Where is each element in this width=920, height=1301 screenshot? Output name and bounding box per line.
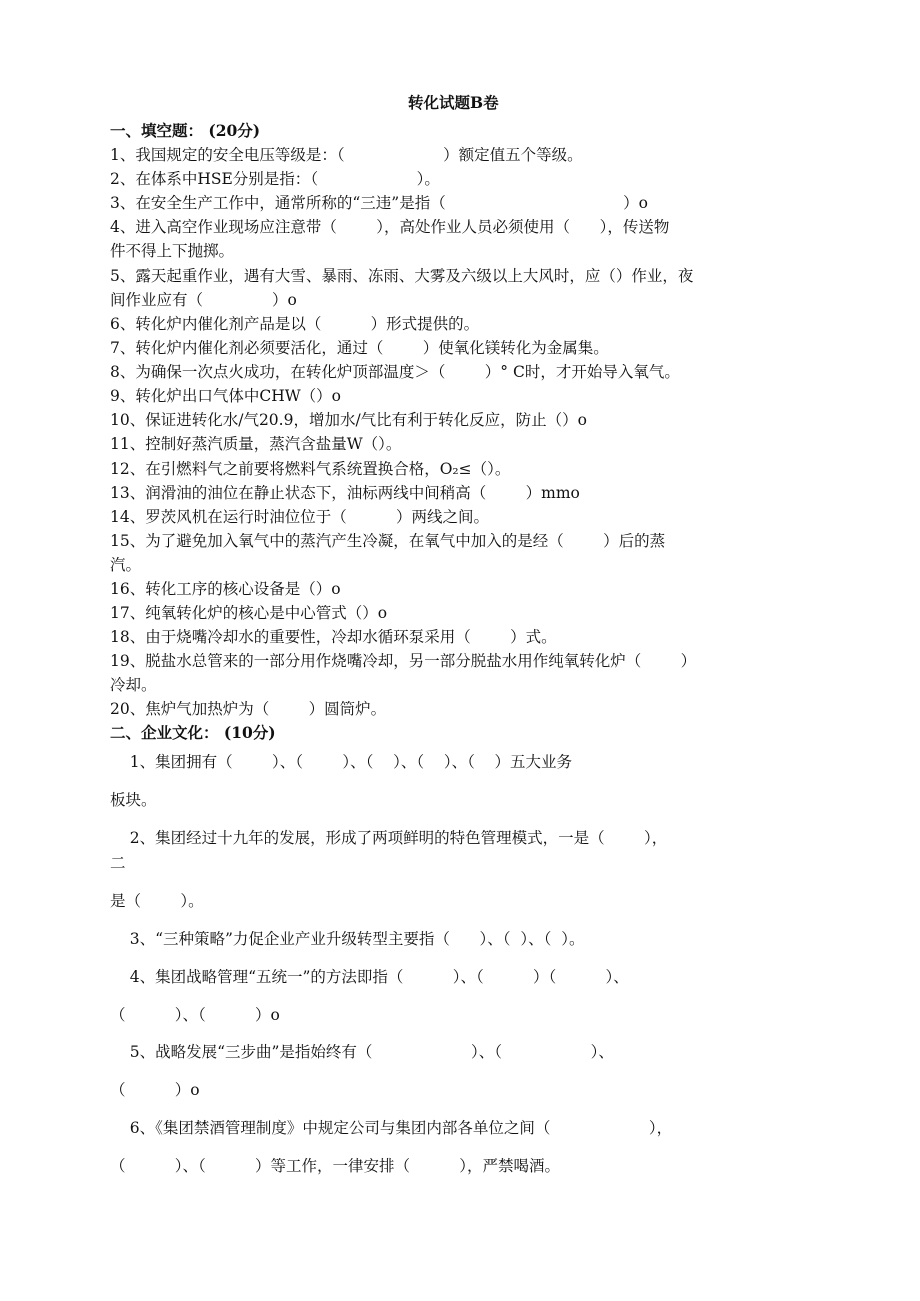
- question-line: 13、润滑油的油位在静止状态下，油标两线中间稍高（ ）mmo: [110, 484, 580, 502]
- question-line: 4、集团战略管理“五统一”的方法即指（ ）、（ ）（ ）、: [110, 968, 629, 986]
- question-line: 6、转化炉内催化剂产品是以（ ）形式提供的。: [110, 315, 480, 333]
- question-line: 5、战略发展“三步曲”是指始终有（ ）、（ ）、: [110, 1043, 614, 1061]
- question-line: （ ）o: [110, 1081, 200, 1099]
- section1-heading: 一、填空题： (20分): [110, 121, 261, 140]
- question-line: 二: [110, 854, 126, 872]
- question-line: （ ）、（ ）o: [110, 1006, 280, 1024]
- question-line: 6、《集团禁酒管理制度》中规定公司与集团内部各单位之间（ ），: [110, 1119, 673, 1137]
- question-line: 1、我国规定的安全电压等级是：（ ）额定值五个等级。: [110, 146, 583, 164]
- question-line: （ ）、（ ）等工作，一律安排（ ），严禁喝酒。: [110, 1157, 561, 1175]
- question-line: 1、集团拥有（ ）、（ ）、（ ）、（ ）、（ ）五大业务: [110, 753, 573, 771]
- question-line: 11、控制好蒸汽质量，蒸汽含盐量W（）。: [110, 435, 402, 453]
- question-line: 冷却。: [110, 676, 157, 694]
- question-line: 3、在安全生产工作中，通常所称的“三违”是指（ ）o: [110, 194, 648, 212]
- question-line: 14、罗茨风机在运行时油位位于（ ）两线之间。: [110, 508, 489, 526]
- question-line: 19、脱盐水总管来的一部分用作烧嘴冷却，另一部分脱盐水用作纯氧转化炉（ ）: [110, 652, 697, 670]
- question-line: 件不得上下抛掷。: [110, 242, 235, 260]
- question-line: 间作业应有（ ）o: [110, 291, 297, 309]
- question-line: 2、在体系中HSE分别是指：（ ）。: [110, 170, 440, 188]
- question-line: 板块。: [110, 791, 157, 809]
- question-line: 3、“三种策略”力促企业产业升级转型主要指（ ）、（ ）、（ ）。: [110, 930, 585, 948]
- question-line: 是（ ）。: [110, 892, 204, 910]
- question-line: 20、焦炉气加热炉为（ ）圆筒炉。: [110, 700, 387, 718]
- question-line: 汽。: [110, 556, 142, 574]
- section2-heading: 二、企业文化： (10分): [110, 723, 276, 742]
- question-line: 8、为确保一次点火成功，在转化炉顶部温度＞（ ）° C时，才开始导入氧气。: [110, 363, 680, 381]
- question-line: 4、进入高空作业现场应注意带（ ），高处作业人员必须使用（ ），传送物: [110, 218, 670, 236]
- question-line: 7、转化炉内催化剂必须要活化，通过（ ）使氧化镁转化为金属集。: [110, 339, 609, 357]
- question-line: 5、露天起重作业，遇有大雪、暴雨、冻雨、大雾及六级以上大风时，应（）作业，夜: [110, 267, 694, 285]
- question-line: 10、保证进转化水/气20.9，增加水/气比有利于转化反应，防止（）o: [110, 411, 588, 429]
- question-line: 18、由于烧嘴冷却水的重要性，冷却水循环泵采用（ ）式。: [110, 628, 557, 646]
- question-line: 12、在引燃料气之前要将燃料气系统置换合格，O₂≤（）。: [110, 460, 511, 478]
- question-line: 9、转化炉出口气体中CHW（）o: [110, 387, 342, 405]
- document-title: 转化试题B卷: [408, 93, 499, 112]
- question-line: 16、转化工序的核心设备是（）o: [110, 580, 341, 598]
- question-line: 17、纯氧转化炉的核心是中心管式（）o: [110, 604, 388, 622]
- question-line: 2、集团经过十九年的发展，形成了两项鲜明的特色管理模式，一是（ ），: [110, 829, 668, 847]
- question-line: 15、为了避免加入氧气中的蒸汽产生冷凝，在氧气中加入的是经（ ）后的蒸: [110, 532, 666, 550]
